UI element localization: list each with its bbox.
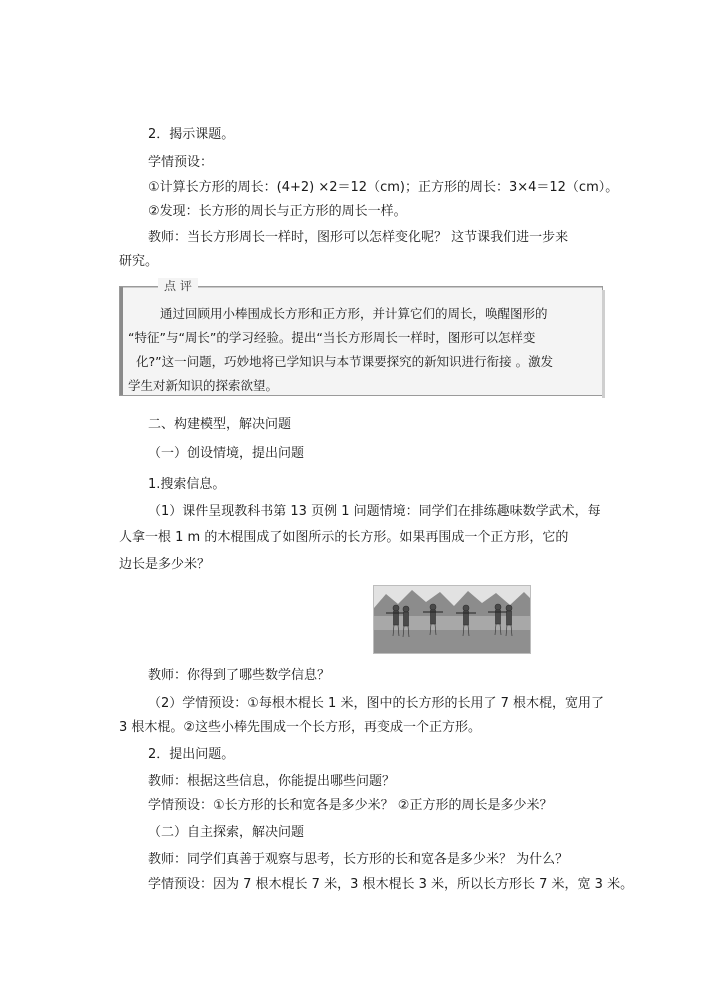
subsection-create-scenario: （一）创设情境，提出问题 — [148, 446, 305, 461]
preset-paragraph-line-1: （2）学情预设：①每根木棍长 1 米，图中的长方形的长用了 7 根木棍，宽用了 — [148, 696, 604, 711]
commentary-line-3: 化?”这一问题，巧妙地将已学知识与本节课要探究的新知识进行衔接 。激发 — [136, 354, 554, 369]
martial-arts-students-image — [373, 585, 531, 654]
commentary-box — [119, 279, 603, 396]
preset-questions: 学情预设：①长方形的长和宽各是多少米？ ②正方形的周长是多少米？ — [148, 798, 553, 813]
item-search-info: 1.搜索信息。 — [148, 477, 226, 492]
section-heading-build-model: 二、构建模型，解决问题 — [148, 417, 292, 432]
discovery-line: ②发现：长方形的周长与正方形的周长一样。 — [148, 204, 407, 219]
commentary-label: 点 评 — [158, 278, 198, 294]
student-preset-label: 学情预设： — [148, 155, 214, 170]
subsection-self-explore: （二）自主探索，解决问题 — [148, 825, 305, 840]
commentary-text — [128, 302, 596, 398]
commentary-line-1: 通过回顾用小棒围成长方形和正方形，并计算它们的周长，唤醒图形的 — [160, 306, 548, 321]
commentary-line-2: “特征”与“周长”的学习经验。提出“当长方形周长一样时，图形可以怎样变 — [128, 330, 536, 345]
preset-answer: 学情预设：因为 7 根木棍长 7 米，3 根木棍长 3 米，所以长方形长 7 米，宽 3 米。 — [148, 877, 634, 892]
teacher-question: 教师：当长方形周长一样时，图形可以怎样变化呢？ 这节课我们进一步来 — [148, 230, 569, 245]
item-raise-question: 2．提出问题。 — [148, 747, 235, 762]
commentary-line-4: 学生对新知识的探索欲望。 — [128, 378, 279, 393]
teacher-question-cont: 研究。 — [119, 254, 159, 269]
perimeter-calculation: ①计算长方形的周长：(4+2) ×2＝12（cm)；正方形的周长：3×4＝12（cm）。 — [148, 180, 619, 195]
preset-paragraph-line-2: 3 根木棍。②这些小棒先围成一个长方形，再变成一个正方形。 — [119, 720, 482, 735]
teacher-ask-info: 教师：你得到了哪些数学信息？ — [148, 668, 331, 683]
commentary-left-border — [120, 287, 123, 395]
problem-paragraph-line-1: （1）课件呈现教科书第 13 页例 1 问题情境：同学们在排练趣味数学武术，每 — [148, 504, 601, 519]
commentary-shadow — [602, 290, 605, 398]
problem-paragraph-line-3: 边长是多少米？ — [119, 557, 211, 572]
problem-paragraph-line-2: 人拿一根 1 m 的木棍围成了如图所示的长方形。如果再围成一个正方形，它的 — [119, 530, 569, 545]
students-illustration — [374, 586, 530, 653]
section-heading-reveal-topic: 2．揭示课题。 — [148, 127, 235, 142]
teacher-ask-dimensions: 教师：同学们真善于观察与思考，长方形的长和宽各是多少米？ 为什么？ — [148, 852, 569, 867]
teacher-ask-questions: 教师：根据这些信息，你能提出哪些问题？ — [148, 774, 396, 789]
